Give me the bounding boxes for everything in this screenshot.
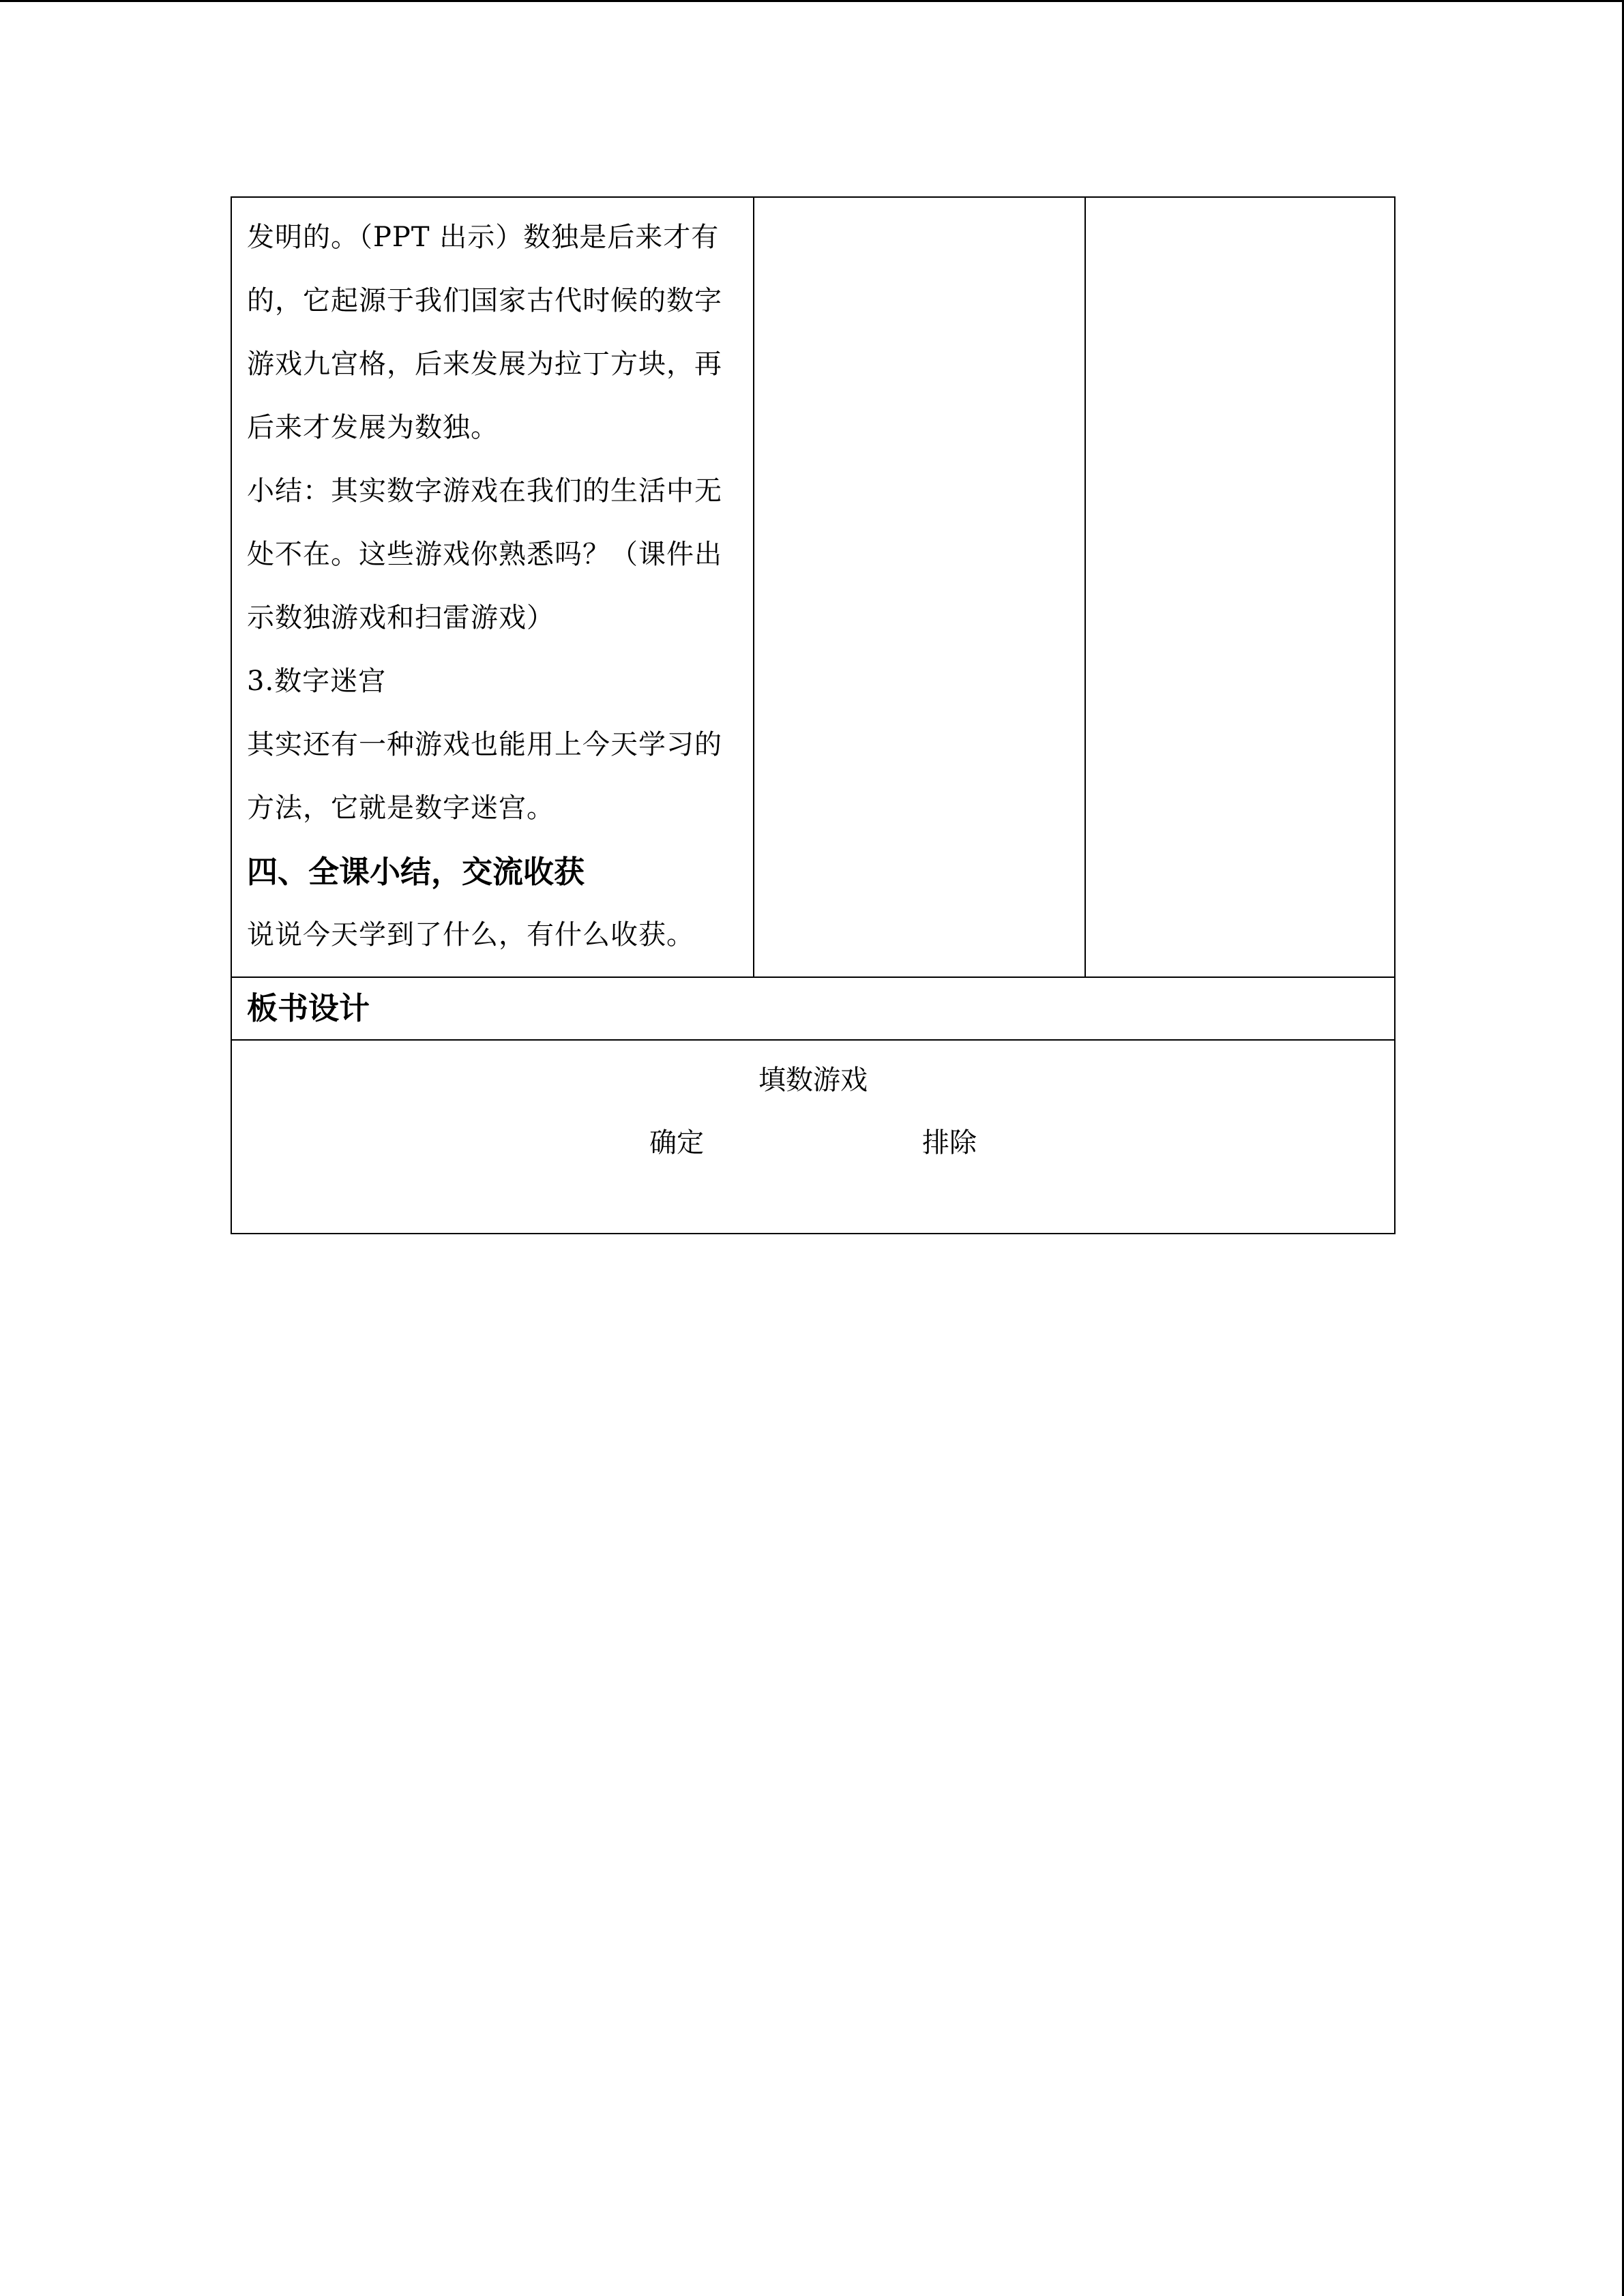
board-right-term: 排除 bbox=[922, 1127, 977, 1159]
board-label-cell bbox=[231, 977, 1395, 1040]
text-line: 方法，它就是数字迷宫。 bbox=[247, 792, 555, 824]
board-title: 填数游戏 bbox=[758, 1064, 868, 1096]
text-line: 其实还有一种游戏也能用上今天学习的 bbox=[247, 729, 722, 760]
page-top-border bbox=[0, 0, 1624, 2]
text-line: 后来才发展为数独。 bbox=[247, 412, 499, 443]
text-line: 3.数字迷宫 bbox=[247, 666, 387, 697]
text-line: 处不在。这些游戏你熟悉吗？（课件出 bbox=[247, 539, 722, 570]
text-line: 的，它起源于我们国家古代时候的数字 bbox=[247, 285, 722, 316]
section-heading: 四、全课小结，交流收获 bbox=[247, 854, 585, 890]
empty-middle-cell bbox=[754, 197, 1085, 977]
board-content-row bbox=[231, 1040, 1395, 1234]
text-line: 示数独游戏和扫雷游戏） bbox=[247, 602, 555, 633]
closing-line: 说说今天学到了什么，有什么收获。 bbox=[247, 919, 694, 951]
text-line: 小结：其实数字游戏在我们的生活中无 bbox=[247, 475, 722, 507]
board-left-term: 确定 bbox=[649, 1127, 704, 1159]
lesson-plan-table bbox=[231, 196, 1396, 1234]
content-row bbox=[231, 197, 1395, 977]
text-line: 游戏九宫格，后来发展为拉丁方块，再 bbox=[247, 348, 722, 380]
empty-right-cell bbox=[1085, 197, 1395, 977]
board-label-row bbox=[231, 977, 1395, 1040]
board-design-label: 板书设计 bbox=[247, 990, 370, 1026]
board-design-cell bbox=[231, 1040, 1395, 1234]
teaching-process-cell bbox=[231, 197, 754, 977]
text-line: 发明的。（PPT 出示）数独是后来才有 bbox=[247, 222, 720, 253]
